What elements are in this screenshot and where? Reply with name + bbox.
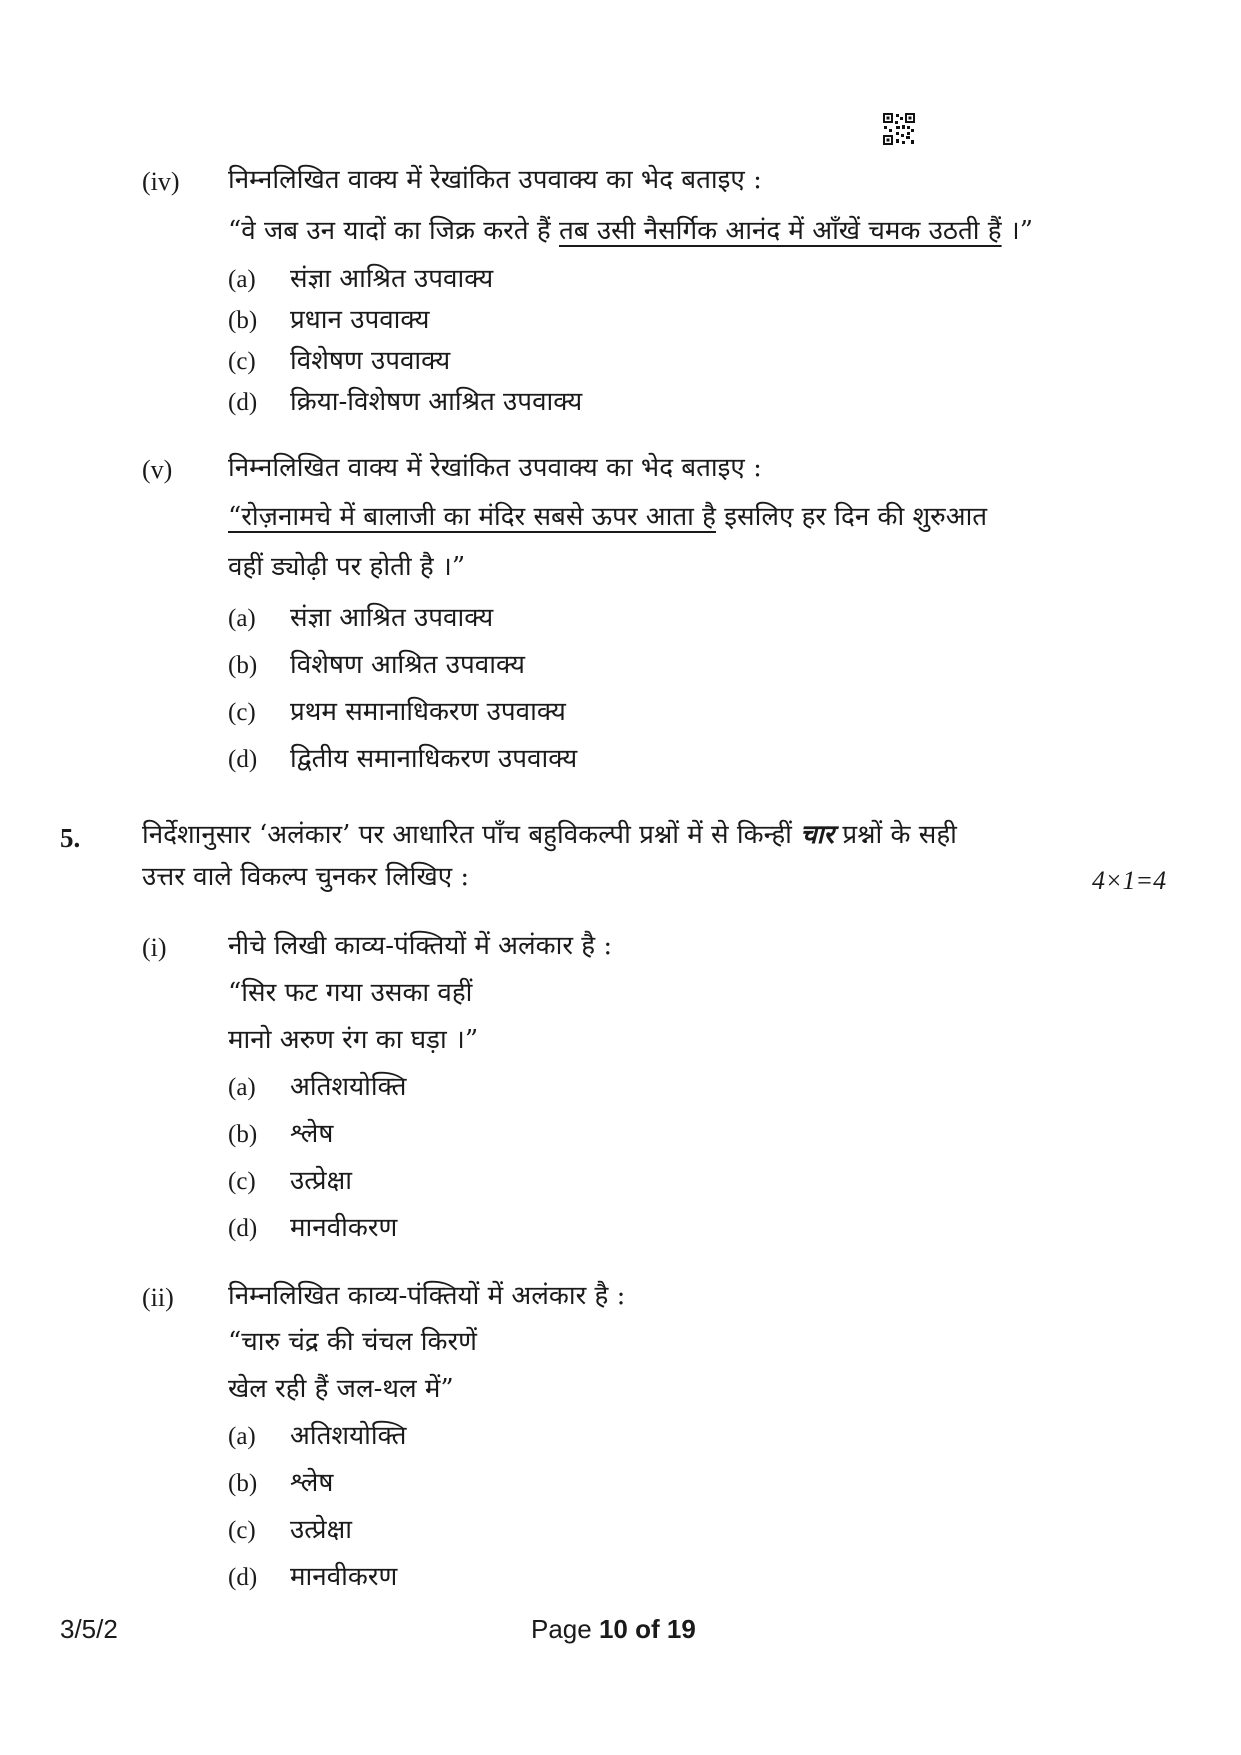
option-label: (a) xyxy=(228,1423,256,1450)
option-text: प्रधान उपवाक्य xyxy=(290,305,430,335)
question-prompt: निम्नलिखित वाक्य में रेखांकित उपवाक्य का भेद बताइए : xyxy=(228,453,762,483)
option-text: श्लेष xyxy=(290,1468,334,1498)
option-text: द्वितीय समानाधिकरण उपवाक्य xyxy=(290,744,578,774)
question-number: (i) xyxy=(142,933,167,962)
question-number: (ii) xyxy=(142,1283,174,1312)
option-text: मानवीकरण xyxy=(290,1213,398,1243)
option-label: (c) xyxy=(228,1168,256,1195)
option-text: उत्प्रेक्षा xyxy=(290,1515,352,1545)
poem-line-2: मानो अरुण रंग का घड़ा ।” xyxy=(228,1025,479,1055)
emphasis-text: चार xyxy=(800,820,835,850)
option-label: (c) xyxy=(228,1517,256,1544)
question-prompt: निम्नलिखित वाक्य में रेखांकित उपवाक्य का भेद बताइए : xyxy=(228,165,762,195)
underlined-clause: “रोज़नामचे में बालाजी का मंदिर सबसे ऊपर आता है xyxy=(228,502,716,532)
option-text: अतिशयोक्ति xyxy=(290,1421,407,1451)
instruction-text: निर्देशानुसार ‘अलंकार’ पर आधारित पाँच बहुविकल्पी प्रश्नों में से किन्हीं xyxy=(142,820,801,850)
question-number: 5. xyxy=(60,823,81,853)
option-text: संज्ञा आश्रित उपवाक्य xyxy=(290,603,494,633)
question-instruction-line-1 xyxy=(142,818,1112,852)
option-label: (a) xyxy=(228,605,256,632)
question-prompt: निम्नलिखित काव्य-पंक्तियों में अलंकार है : xyxy=(228,1281,626,1311)
quote-plain-text: “वे जब उन यादों का जिक्र करते हैं xyxy=(228,216,559,246)
question-number: (iv) xyxy=(142,167,180,196)
option-label: (d) xyxy=(228,1564,258,1591)
quote-line-2: वहीं ड्योढ़ी पर होती है ।” xyxy=(228,552,466,582)
poem-line-1: “सिर फट गया उसका वहीं xyxy=(228,978,473,1008)
question-number: (v) xyxy=(142,455,173,484)
page-total: 19 xyxy=(666,1614,696,1644)
poem-line-2: खेल रही हैं जल-थल में” xyxy=(228,1374,454,1404)
option-label: (d) xyxy=(228,746,258,773)
option-label: (d) xyxy=(228,389,258,416)
question-prompt: नीचे लिखी काव्य-पंक्तियों में अलंकार है : xyxy=(228,931,613,961)
paper-code: 3/5/2 xyxy=(60,1614,118,1644)
option-text: क्रिया-विशेषण आश्रित उपवाक्य xyxy=(290,387,583,417)
underlined-clause: तब उसी नैसर्गिक आनंद में आँखें चमक उठती हैं xyxy=(558,216,1002,246)
option-label: (c) xyxy=(228,699,256,726)
instruction-text: प्रश्नों के सही xyxy=(834,820,957,850)
option-label: (b) xyxy=(228,1470,258,1497)
option-text: श्लेष xyxy=(290,1119,334,1149)
quote-closing: ।” xyxy=(1001,216,1034,246)
quote-plain-text: इसलिए हर दिन की शुरुआत xyxy=(715,502,988,532)
option-text: विशेषण आश्रित उपवाक्य xyxy=(290,650,525,680)
option-label: (d) xyxy=(228,1215,258,1242)
quoted-sentence xyxy=(228,500,987,534)
marks-allocation: 4×1=4 xyxy=(1092,866,1167,895)
page-indicator xyxy=(531,1614,696,1645)
option-text: विशेषण उपवाक्य xyxy=(290,346,451,376)
option-label: (a) xyxy=(228,266,256,293)
page-number: 10 xyxy=(598,1614,628,1644)
option-label: (a) xyxy=(228,1074,256,1101)
page-word: Page xyxy=(531,1614,599,1644)
option-text: उत्प्रेक्षा xyxy=(290,1166,352,1196)
option-text: अतिशयोक्ति xyxy=(290,1072,407,1102)
poem-line-1: “चारु चंद्र की चंचल किरणें xyxy=(228,1327,477,1357)
option-label: (b) xyxy=(228,1121,258,1148)
option-text: संज्ञा आश्रित उपवाक्य xyxy=(290,264,494,294)
quoted-sentence xyxy=(228,214,1033,248)
page-of-word: of xyxy=(627,1614,667,1644)
option-label: (c) xyxy=(228,348,256,375)
option-text: मानवीकरण xyxy=(290,1562,398,1592)
option-text: प्रथम समानाधिकरण उपवाक्य xyxy=(290,697,566,727)
option-label: (b) xyxy=(228,307,258,334)
option-label: (b) xyxy=(228,652,258,679)
qr-code-icon xyxy=(882,112,916,146)
question-instruction-line-2: उत्तर वाले विकल्प चुनकर लिखिए : xyxy=(142,862,470,892)
